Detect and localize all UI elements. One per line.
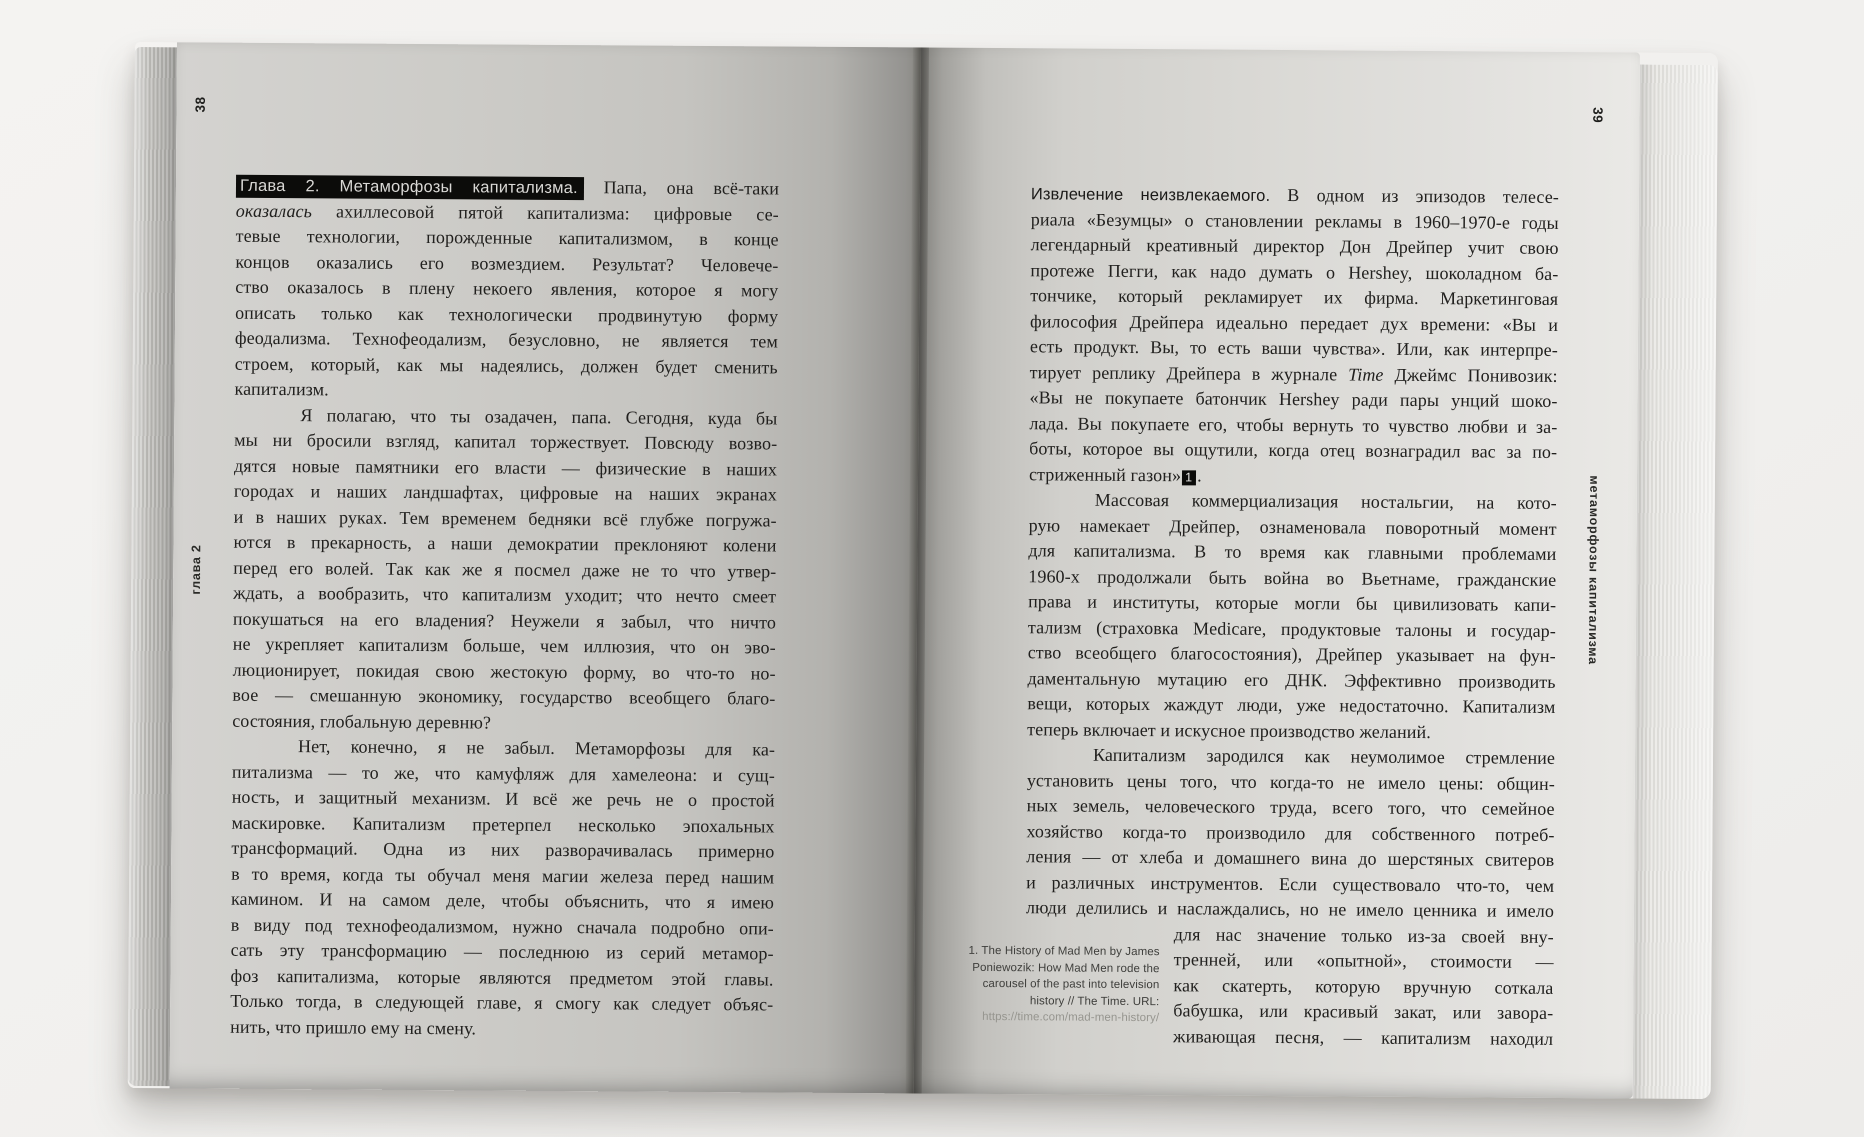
text-line: Массовая коммерциализация ностальгии, на кото- [1094, 489, 1557, 513]
text-line: ждать, а вообразить, что капитализм уходит; что нечто смеет [233, 582, 777, 607]
footnote-line: history // The Time. URL: [1029, 994, 1160, 1008]
text-line: оказалась ахиллесовой пятой капитализма: цифровые се- [235, 200, 779, 224]
text-line: фоз капитализма, которые являются предметом этой главы. [230, 965, 774, 989]
text-line: в виду под технофеодализмом, нужно сначала подробно опи- [230, 914, 774, 938]
text-line: рую намекает Дрейпер, ознаменовала поворотный момент [1028, 514, 1557, 539]
text-line: для нас значение только из-за своей вну- [1173, 923, 1554, 947]
text-line: строем, который, как мы надеялись, должен будет сменить [234, 353, 778, 377]
text-line: питализма — то же, что камуфляж для хамелеона: и сущ- [231, 761, 775, 785]
text-line: люционирует, покидая свою жестокую форму, во что-то но- [232, 659, 776, 683]
text-line: хозяйство когда-то производило для собственного потреб- [1026, 820, 1555, 845]
text-line: камином. И на самом деле, чтобы объяснить, что я имею [230, 888, 775, 913]
text-line: Нет, конечно, я не забыл. Метаморфозы для ка- [298, 736, 776, 760]
text-line: городах и наших ландшафтах, цифровые на наших экранах [233, 480, 777, 505]
footnote-marker: 1 [1182, 470, 1196, 485]
text-line: Я полагаю, что ты озадачен, папа. Сегодня, куда бы [300, 404, 778, 428]
text-line: в то время, когда ты обучал меня магии железа перед нашим [231, 863, 775, 887]
footnote [941, 943, 1160, 1027]
text-line: для капитализма. В то время как главными проблемами [1028, 540, 1557, 564]
text-line: и в наших руках. Тем временем бедняки всё глубже погружа- [233, 506, 777, 530]
running-caption-left: глава 2 [188, 544, 204, 595]
text-line: покушаться на его владения? Неужели я забыл, что ничто [232, 608, 777, 632]
text-line: риала «Безумцы» о становлении рекламы в 1960–1970-е годы [1030, 208, 1559, 233]
text-line: трансформаций. Одна из них разворачивалась примерно [231, 837, 775, 862]
text-line: тирует реплику Дрейпера в журнале Time Джеймс Понивозик: [1029, 361, 1558, 386]
text-line: философия Дрейпера идеально передает дух времени: «Вы и [1030, 310, 1559, 335]
text-line: тренней, или «опытной», стоимости — [1173, 949, 1554, 972]
text-line: и различных инструментов. Если существовало что-то, чем [1026, 871, 1555, 896]
text-line: тончике, который рекламирует их фирма. Маркетинговая [1030, 285, 1559, 309]
text-line: лада. Вы покупаете его, чтобы вернуть то чувство любви и за- [1029, 412, 1558, 437]
text-line: люди делились и наслаждались, но не имело ценника и имело [1025, 897, 1555, 921]
text-line: легендарный креативный директор Дон Дрейпер учит свою [1030, 234, 1559, 258]
running-caption-right: метаморфозы капитализма [1585, 475, 1602, 666]
right-page-text-column [1025, 181, 1559, 1052]
text-line: «Вы не покупаете батончик Hershey ради пары унций шоко- [1029, 387, 1558, 411]
text-line: Капитализм зародился как неумолимое стремление [1092, 744, 1556, 768]
text-line: установить цены того, что когда-то не имело цены: общин- [1026, 769, 1555, 794]
text-line: боты, которое вы ощутили, когда отец вознаградил вас за по- [1029, 438, 1558, 462]
text-line: ство оказалось в плену некоего явления, которое я могу [235, 276, 779, 301]
text-line: мы ни бросили взгляд, капитал торжествует. Повсюду возво- [234, 429, 778, 454]
text-line: тевые технологии, порожденные капитализмом, в конце [235, 225, 779, 250]
text-line: как скатерть, которую вручную соткала [1173, 974, 1554, 998]
emphasized-text: Time [1348, 363, 1384, 385]
section-lead-in: Извлечение неизвлекаемого. [1030, 185, 1271, 205]
text-line: теперь включает и искусное производство желаний. [1027, 718, 1431, 742]
text-line: тализм (страховка Medicare, продуктовые талоны и государ- [1027, 616, 1556, 641]
text-line: состояния, глобальную деревню? [232, 710, 492, 733]
left-page-text-column [230, 173, 779, 1044]
text-line: капитализм. [234, 378, 329, 400]
text-line: маскировке. Капитализм претерпел несколько эпохальных [231, 812, 775, 836]
text-line: вещи, которых жаждут люди, уже недостаточно. Капитализм [1027, 693, 1556, 717]
page-number-right: 39 [1590, 107, 1606, 124]
text-line: вое — смешанную экономику, государство всеобщего благо- [232, 684, 776, 709]
text-line: даментальную мутацию его ДНК. Эффективно производить [1027, 667, 1556, 692]
text-line: есть продукт. Вы, то есть ваши чувства». Или, как интерпре- [1029, 336, 1558, 360]
text-line: ство всеобщего благосостояния), Дрейпер указывает на фун- [1027, 642, 1556, 666]
text-line: ных земель, человеческого труда, всего того, что семейное [1026, 795, 1555, 819]
footnote-line: https://time.com/mad-men-history/ [982, 1010, 1160, 1025]
text-line: не укрепляет капитализм больше, чем иллюзия, что он эво- [232, 633, 776, 658]
text-line: нить, что пришло ему на смену. [230, 1016, 477, 1038]
text-line: Извлечение неизвлекаемого. В одном из эпизодов телесе- [1030, 184, 1560, 207]
footnote-line: Poniewozik: How Mad Men rode the [972, 961, 1160, 975]
chapter-heading-highlight: Глава 2. Метаморфозы капитализма. [236, 175, 584, 200]
text-line: живающая песня, — капитализм находил [1173, 1025, 1554, 1049]
text-line: сать эту трансформацию — последнюю из серий метамор- [230, 939, 774, 964]
text-line: Только тогда, в следующей главе, я смогу как следует объяс- [230, 990, 774, 1015]
text-line: дятся новые памятники его власти — физические в наших [233, 455, 778, 479]
open-book [128, 42, 1718, 1099]
emphasized-text: оказалась [235, 200, 313, 221]
text-line: перед его волей. Так как же я посмел даже не то что утвер- [233, 557, 777, 581]
text-line: ления — от хлеба и домашнего вина до шерстяных свитеров [1026, 846, 1555, 870]
text-line: ность, и защитный механизм. И всё же речь не о простой [231, 786, 775, 811]
page-number-left: 38 [192, 96, 208, 113]
text-line: феодализма. Технофеодализм, безусловно, не является тем [234, 327, 778, 352]
text-line: права и институты, которые могли бы цивилизовать капи- [1028, 591, 1557, 615]
text-line: Глава 2. Метаморфозы капитализма. Папа, она всё-таки [236, 173, 779, 202]
text-line: протеже Пегги, как надо думать о Hershey, шоколадном ба- [1030, 259, 1559, 284]
left-fore-edge-pages [128, 47, 177, 1086]
text-line: стриженный газон» 1 . [1028, 463, 1202, 485]
footnote-line: carousel of the past into television [982, 977, 1160, 992]
text-line: ются в прекарность, а наши демократии преклоняют колени [233, 531, 777, 556]
text-line: концов оказались его возмездием. Результат? Человече- [235, 251, 779, 275]
footnote-line: 1. The History of Mad Men by James [968, 944, 1160, 959]
right-fore-edge-pages [1633, 65, 1718, 1100]
text-line: бабушка, или красивый закат, или завора- [1173, 1000, 1554, 1023]
text-line: 1960-х продолжали быть война во Вьетнаме, гражданские [1028, 565, 1557, 590]
text-line: описать только как технологически продвинутую форму [235, 302, 779, 326]
